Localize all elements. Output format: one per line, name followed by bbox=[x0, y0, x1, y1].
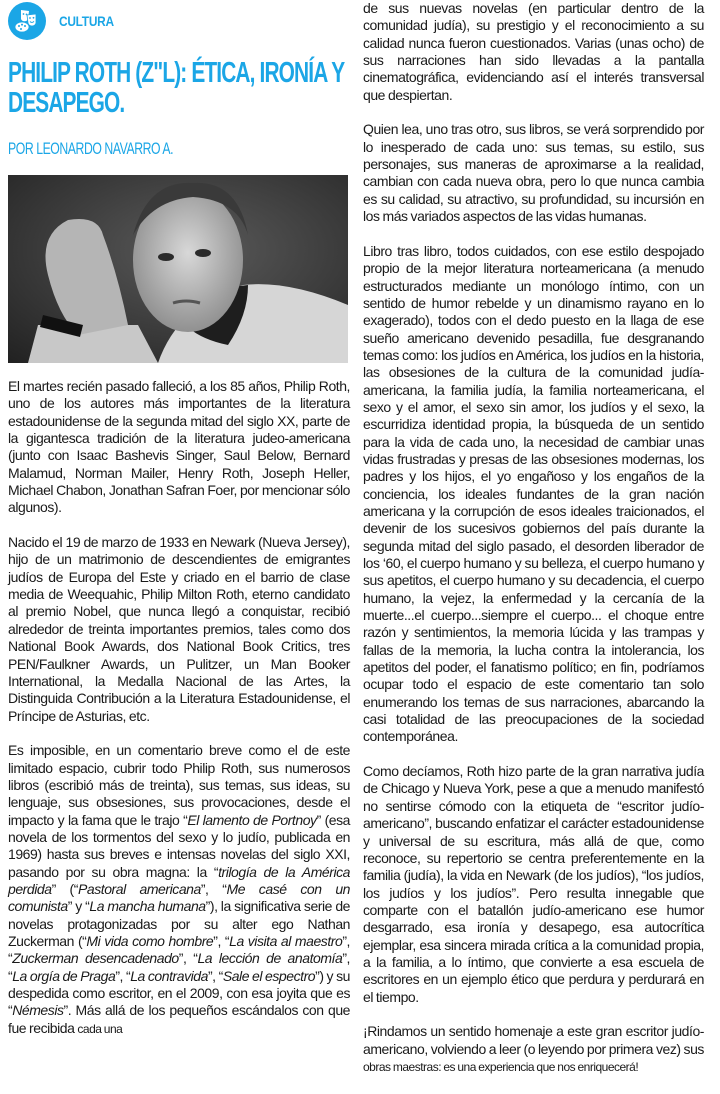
text-segment: ”, “ bbox=[115, 967, 131, 984]
text-segment: ”, “ bbox=[178, 950, 198, 967]
paragraph: Como decíamos, Roth hizo parte de la gran narrativa judía de Chicago y Nueva York, pese a que a menudo manifestó no sentirse cómodo con la etiqueta de “escritor judío-americano”, buscando enfatizar el carácter estadounidense y universal de su escritura, más allá de que, como reconoce, su repertorio se centra preferentemente en la familia (judía), la vida en Newark (de los judíos), “los judíos, los judíos y los judíos”. Pero resulta innegable que comparte con el batallón judío-americano ese humor desgarrado, esa ironía y desapego, esa autocrítica ejemplar, esa sincera mirada crítica a la comunidad propia, a la familia, a lo íntimo, que convierte a esa escuela de escritores en un ejemplo ético que perdura y perdurará en el tiempo. bbox=[363, 763, 704, 1005]
book-title: Mi vida como hombre bbox=[86, 933, 214, 949]
section-label: CULTURA bbox=[59, 13, 114, 29]
paragraph-closing bbox=[363, 1023, 704, 1076]
text-segment: ”, “ bbox=[213, 933, 230, 949]
text-segment: ”. Más allá de los pequeños escándalos con que fue recibida bbox=[8, 1002, 350, 1036]
book-title: El lamento de Portnoy bbox=[187, 811, 317, 828]
theater-masks-palette-icon bbox=[8, 2, 46, 40]
paragraph: Libro tras libro, todos cuidados, con ese estilo despojado propio de la mejor literatura norteamericana (a menudo estructurados mediante un monólogo íntimo, con un sentido de humor rebelde y un dinamismo rayano en lo exagerado), todos con el dedo puesto en la llaga de ese sueño americano devenido pesadilla, fue desgranando temas como: los judíos en América, los judíos en la historia, las obsesiones de la cultura de la comunidad judía-americana, la familia judía, la familia norteamericana, el sexo y el amor, el sexo sin amor, los judíos y el sexo, la escurridiza identidad propia, la búsqueda de un sentido para la vida de cada uno, la necesidad de cambiar unas vidas frustradas y presas de las obsesiones modernas, los padres y los hijos, el yo engañoso y los engaños de la conciencia, los ideales fundantes de la gran nación americana y la corrupción de esos ideales traicionados, el devenir de los sucesivos gobiernos del país durante la segunda mitad del siglo pasado, el desorden liberador de los ‘60, el cuerpo humano y su belleza, el cuerpo humano y sus apetitos, el cuerpo humano y su decadencia, el cuerpo humano, la vejez, la enfermedad y la cercanía de la muerte...el cuerpo...siempre el cuerpo... el choque entre razón y sentimientos, la memoria lúcida y las trampas y fallas de la memoria, la lucha contra la intolerancia, los apetitos del poder, el fanatismo político; en fin, podríamos ocupar todo el espacio de este comentario tan solo enumerando los temas de sus narraciones, abarcando la casi totalidad de las preocupaciones de la sociedad contemporánea. bbox=[363, 242, 704, 745]
text-segment: ”, “ bbox=[8, 933, 350, 967]
text-segment: ”) y su despedida como escritor, en el 2009, con esa joyita que es “ bbox=[8, 967, 350, 1019]
paragraph: Quien lea, uno tras otro, sus libros, se verá sorprendido por lo inesperado de cada uno: sus temas, su estilo, sus personajes, sus maneras de aproximarse a la realidad, cambian con cada nueva obra, pero lo que nunca cambia es su calidad, su atractivo, su profundidad, su incursión en los más variados aspectos de las vidas humanas. bbox=[363, 121, 704, 225]
paragraph: de sus nuevas novelas (en particular dentro de la comunidad judía), su prestigio y el reconocimiento a su calidad nunca fueron cuestionados. Varias (unas ocho) de sus narraciones han sido llevadas a la pantalla cinematográfica, evidenciando así el interés transversal que despiertan. bbox=[363, 0, 704, 103]
closing-text-small: obras maestras: es una experiencia que nos enriquecerá! bbox=[363, 1059, 639, 1074]
article-title: PHILIP ROTH (Z"L): ÉTICA, IRONÍA Y DESAPEGO. bbox=[8, 57, 344, 119]
text-segment: ”), la significativa serie de novelas protagonizadas por su alter ego Nathan Zuckerman (“ bbox=[8, 898, 350, 949]
book-title: La lección de anatomía bbox=[197, 950, 343, 967]
book-title: Sale el espectro bbox=[222, 967, 316, 984]
article-byline: POR LEONARDO NAVARRO A. bbox=[8, 139, 174, 158]
section-tag bbox=[8, 2, 124, 40]
book-title: trilogía de la América perdida bbox=[8, 863, 350, 897]
text-segment: ” (esa novela de los tormentos del sexo y lo judío, publicada en 1969) hasta sus breves e intensas novelas del siglo XXI, pasando por su obra magna: la “ bbox=[8, 811, 351, 880]
article-column-right bbox=[363, 0, 704, 1094]
paragraph bbox=[8, 742, 350, 1038]
closing-text: ¡Rindamos un sentido homenaje a este gran escritor judío-americano, volviendo a leer (o leyendo por primera vez) sus bbox=[363, 1023, 704, 1057]
paragraph: Nacido el 19 de marzo de 1933 en Newark (Nueva Jersey), hijo de un matrimonio de descendientes de emigrantes judíos de Europa del Este y criado en el barrio de clase media de Weequahic, Philip Milton Roth, eterno candidato al premio Nobel, que nunca llegó a conquistar, recibió alrededor de treinta importantes premios, tales como dos National Book Awards, dos National Book Critics, tres PEN/Faulkner Awards, un Pulitzer, un Man Booker International, la Medalla Nacional de las Artes, la Distinguida Contribución a la Literatura Estadounidense, el Príncipe de Asturias, etc. bbox=[8, 534, 350, 724]
text-segment: ”, “ bbox=[200, 880, 227, 897]
book-title: La visita al maestro bbox=[229, 933, 343, 949]
book-title: La orgía de Praga bbox=[12, 967, 116, 984]
book-title: Némesis bbox=[12, 1002, 64, 1019]
text-segment: ” (“ bbox=[51, 880, 78, 897]
book-title: La contravida bbox=[130, 967, 208, 984]
author-photo bbox=[8, 175, 348, 363]
text-segment: Es imposible, en un comentario breve como el de este limitado espacio, cubrir todo Philip Roth, sus numerosos libros (escribió más de treinta), sus temas, sus ideas, su lenguaje, sus obsesiones, sus provocaciones, desde el impacto y la fama que le trajo “ bbox=[8, 742, 350, 828]
text-segment: ”, “ bbox=[8, 950, 350, 984]
article-column-left bbox=[8, 378, 350, 1055]
text-segment: ” y “ bbox=[67, 898, 90, 915]
book-title: Pastoral americana bbox=[77, 880, 201, 897]
paragraph: El martes recién pasado falleció, a los 85 años, Philip Roth, uno de los autores más importantes de la literatura estadounidense de la segunda mitad del siglo XX, parte de la gigantesca tradición de la literatura judeo-americana (junto con Isaac Bashevis Singer, Saul Below, Bernard Malamud, Norman Mailer, Henry Roth, Joseph Heller, Michael Chabon, Jonathan Safran Foer, por mencionar sólo algunos). bbox=[8, 378, 350, 516]
text-segment: ”, “ bbox=[207, 967, 223, 984]
text-segment: cada una bbox=[77, 1021, 123, 1036]
book-title: Zuckerman desencadenado bbox=[12, 950, 179, 967]
book-title: Me casé con un comunista bbox=[8, 880, 351, 915]
book-title: La mancha humana bbox=[89, 898, 206, 915]
